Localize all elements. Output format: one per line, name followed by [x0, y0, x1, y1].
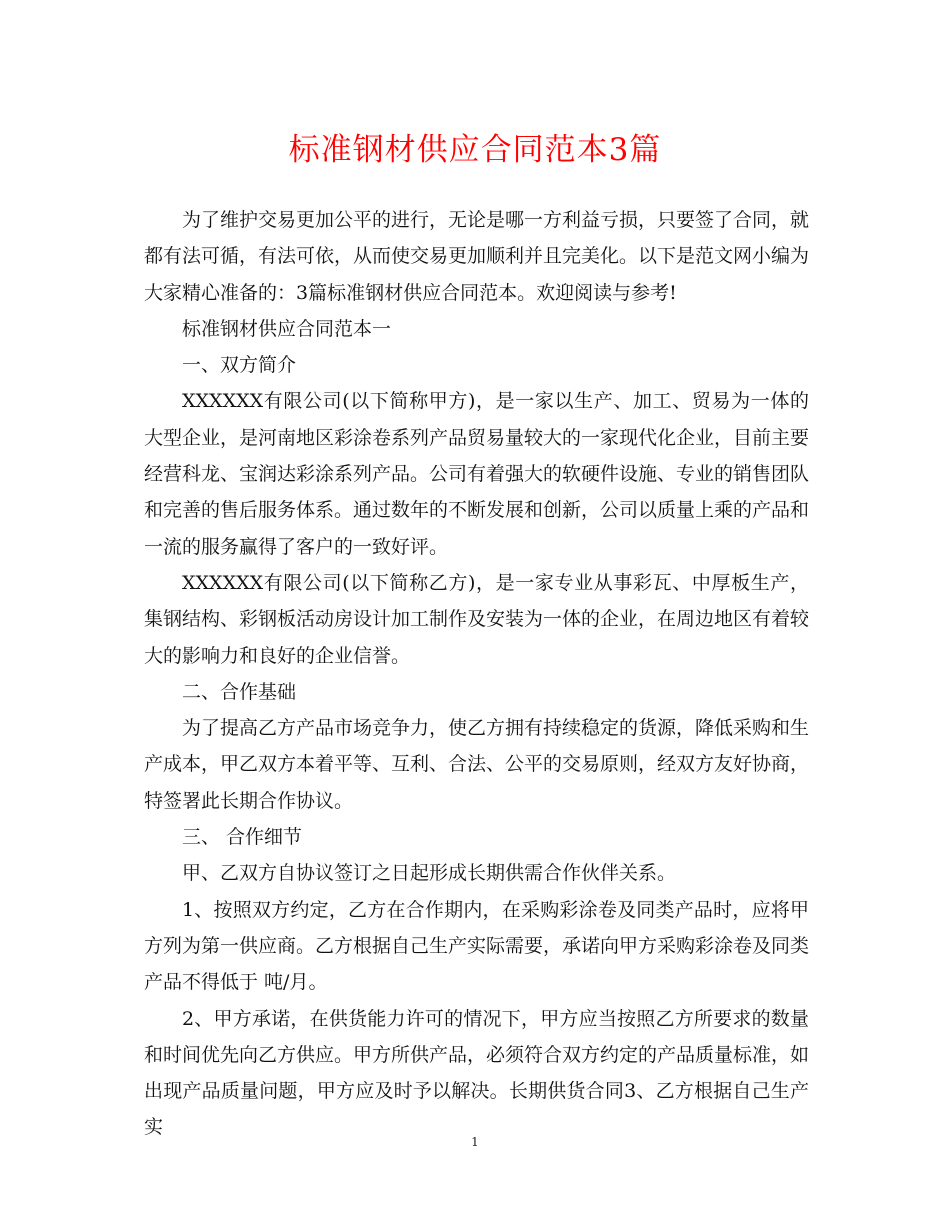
paragraph-contract-one-heading: 标准钢材供应合同范本一 — [182, 317, 392, 340]
paragraph-party-a: XXXXXX有限公司(以下简称甲方)，是一家以生产、加工、贸易为一体的大型企业，是河南地区彩涂卷系列产品贸易量较大的一家现代化企业，目前主要经营科龙、宝润达彩涂系列产品。公司有着强大的软硬件设施、专业的销售团队和完善的售后服务体系。通过数年的不断发展和创新，公司以质量上乘的产品和一流的服务赢得了客户的一致好评。 — [144, 390, 810, 558]
page-number: 1 — [471, 1135, 479, 1149]
paragraph-relationship: 甲、乙双方自协议签订之日起形成长期供需合作伙伴关系。 — [182, 862, 677, 885]
document-body — [144, 202, 809, 1146]
section-heading-parties: 一、双方简介 — [182, 354, 297, 377]
paragraph-clause-2: 2、甲方承诺，在供货能力许可的情况下，甲方应当按照乙方所要求的数量和时间优先向乙方供应。甲方所供产品，必须符合双方约定的产品质量标准，如出现产品质量问题，甲方应及时予以解决。长期供货合同3、乙方根据自己生产实 — [144, 1007, 810, 1139]
paragraph-clause-1: 1、按照双方约定，乙方在合作期内，在采购彩涂卷及同类产品时，应将甲方列为第一供应商。乙方根据自己生产实际需要，承诺向甲方采购彩涂卷及同类产品不得低于 吨/月。 — [144, 898, 810, 994]
paragraph-basis: 为了提高乙方产品市场竞争力，使乙方拥有持续稳定的货源，降低采购和生产成本，甲乙双方本着平等、互利、合法、公平的交易原则，经双方友好协商，特签署此长期合作协议。 — [144, 717, 810, 812]
paragraph-intro: 为了维护交易更加公平的进行，无论是哪一方利益亏损，只要签了合同，就都有法可循，有法可依，从而使交易更加顺利并且完美化。以下是范文网小编为大家精心准备的：3篇标准钢材供应合同范本。欢迎阅读与参考! — [144, 209, 810, 304]
section-heading-details: 三、 合作细节 — [182, 826, 303, 849]
document-title: 标准钢材供应合同范本3篇 — [288, 132, 662, 168]
paragraph-party-b: XXXXXX有限公司(以下简称乙方)，是一家专业从事彩瓦、中厚板生产，集钢结构、彩钢板活动房设计加工制作及安装为一体的企业，在周边地区有着较大的影响力和良好的企业信誉。 — [144, 571, 810, 667]
section-heading-basis: 二、合作基础 — [182, 680, 297, 703]
